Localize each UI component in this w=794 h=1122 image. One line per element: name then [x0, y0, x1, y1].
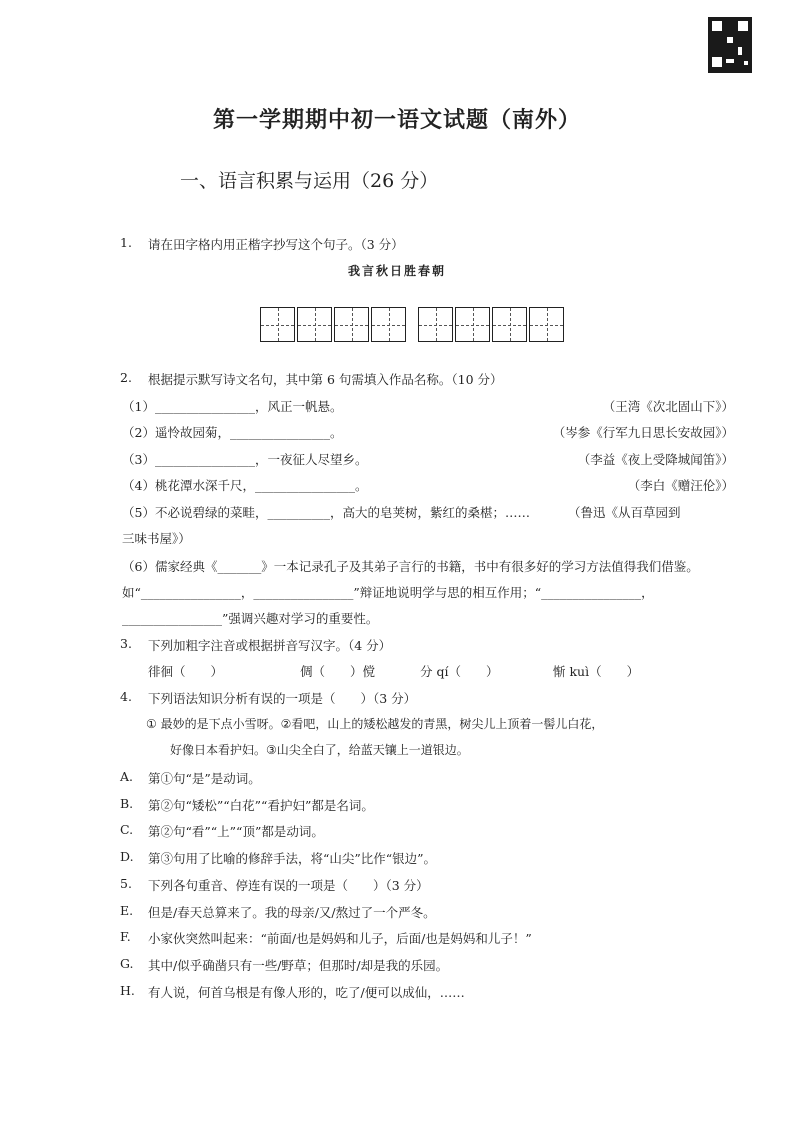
q2-line-3-source: （李益《夜上受降城闻笛》）	[577, 452, 734, 467]
q2-line-2-left: （2）遥怜故园菊，________________。	[122, 425, 343, 440]
tianzige-cell[interactable]	[297, 307, 332, 342]
q4-option-label: C.	[120, 822, 134, 837]
q2-line-6b: 如“________________，________________”辩证地说明学与思的相互作用；“________________，	[122, 585, 654, 600]
q2-line-4-left: （4）桃花潭水深千尺，________________。	[122, 478, 368, 493]
q2-line-1-source: （王湾《次北固山下》）	[602, 399, 734, 414]
q3-item-1: 徘徊（ ）	[148, 664, 224, 679]
q4-passage-line-1: ① 最妙的是下点小雪呀。②看吧，山上的矮松越发的青黑，树尖儿上顶着一髻儿白花，	[146, 717, 604, 731]
q2-line-6a: （6）儒家经典《_______》一本记录孔子及其弟子言行的书籍，书中有很多好的学习方法值得我们借鉴。	[122, 559, 699, 574]
q2-line-1-left: （1）________________，风正一帆悬。	[122, 399, 343, 414]
q5-number: 5.	[120, 876, 132, 891]
tianzige-cell[interactable]	[371, 307, 406, 342]
q4-option-label: A.	[120, 769, 134, 784]
q3-item-3: 分 qí（ ）	[420, 664, 499, 679]
q5-option-text[interactable]: 有人说，何首乌根是有像人形的，吃了/便可以成仙，……	[148, 985, 465, 1000]
q2-line-2-source: （岑参《行军九日思长安故园》）	[552, 425, 734, 440]
q5-option-label: E.	[120, 903, 134, 918]
q2-line-5-source-cont: 三味书屋》）	[122, 531, 191, 546]
q5-option-text[interactable]: 其中/似乎确凿只有一些/野草；但那时/却是我的乐园。	[148, 958, 449, 973]
q3-number: 3.	[120, 636, 132, 651]
q2-text: 根据提示默写诗文名句，其中第 6 句需填入作品名称。（10 分）	[148, 372, 503, 387]
q4-option-text[interactable]: 第③句用了比喻的修辞手法，将“山尖”比作“银边”。	[148, 851, 437, 866]
q5-option-text[interactable]: 但是/春天总算来了。我的母亲/又/熬过了一个严冬。	[148, 905, 436, 920]
tianzige-cell[interactable]	[529, 307, 564, 342]
q5-option-label: H.	[120, 983, 135, 998]
tianzige-cell[interactable]	[492, 307, 527, 342]
tianzige-cell[interactable]	[260, 307, 295, 342]
q5-text: 下列各句重音、停连有误的一项是（ ）（3 分）	[148, 878, 429, 893]
q2-line-5-source: （鲁迅《从百草园到	[568, 505, 681, 520]
q4-option-text[interactable]: 第②句“矮松”“白花”“看护妇”都是名词。	[148, 798, 374, 813]
q4-passage-line-2: 好像日本看护妇。③山尖全白了，给蓝天镶上一道银边。	[170, 743, 469, 757]
tianzige-cell[interactable]	[418, 307, 453, 342]
q5-option-text[interactable]: 小家伙突然叫起来：“前面/也是妈妈和儿子，后面/也是妈妈和儿子！”	[148, 931, 532, 946]
qr-code	[708, 17, 752, 73]
q5-option-label: F.	[120, 929, 131, 944]
q1-text: 请在田字格内用正楷字抄写这个句子。（3 分）	[148, 237, 404, 252]
q2-line-3-left: （3）________________，一夜征人尽望乡。	[122, 452, 368, 467]
section-heading: 一、语言积累与运用（26 分）	[180, 170, 439, 192]
tianzige-cell[interactable]	[334, 307, 369, 342]
q2-line-6c: ________________”强调兴趣对学习的重要性。	[122, 611, 379, 626]
q4-option-text[interactable]: 第①句“是”是动词。	[148, 771, 261, 786]
copy-phrase: 我言秋日胜春朝	[347, 264, 446, 278]
q3-text: 下列加粗字注音或根据拼音写汉字。（4 分）	[148, 638, 392, 653]
q4-option-label: D.	[120, 849, 134, 864]
q2-line-4-source: （李白《赠汪伦》）	[627, 478, 734, 493]
q4-option-text[interactable]: 第②句“看”“上”“顶”都是动词。	[148, 824, 324, 839]
q1-number: 1.	[120, 235, 132, 250]
q4-number: 4.	[120, 689, 132, 704]
q3-item-4: 惭 kuì（ ）	[553, 664, 640, 679]
q2-line-5-left: （5）不必说碧绿的菜畦，__________，高大的皂荚树，紫红的桑椹；……	[122, 505, 530, 520]
q5-option-label: G.	[120, 956, 134, 971]
q2-number: 2.	[120, 370, 132, 385]
q4-text: 下列语法知识分析有误的一项是（ ）（3 分）	[148, 691, 417, 706]
tianzige-cell[interactable]	[455, 307, 490, 342]
q4-option-label: B.	[120, 796, 134, 811]
q3-item-2: 倜（ ）傥	[300, 664, 376, 679]
page-title: 第一学期期中初一语文试题（南外）	[212, 107, 581, 133]
